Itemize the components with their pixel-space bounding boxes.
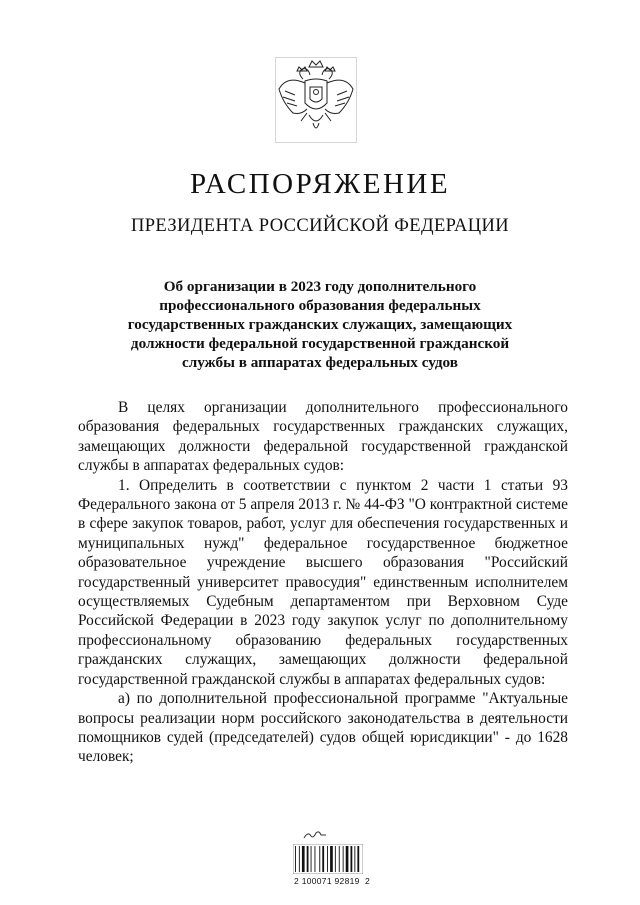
sign-mark-icon — [303, 830, 327, 840]
paragraph-item-1: 1. Определить в соответствии с пунктом 2 части 1 статьи 93 Федерального закона от 5 апреля 2013 г. № 44-ФЗ "О контрактной системе в сфере закупок товаров, работ, услуг для обеспечения государственных и муниципальных нужд" федеральное государственное бюджетное образовательное учреждение высшего образования "Российский государственный университет правосудия" единственным исполнителем осуществляемых Судебным департаментом при Верховном Суде Российской Федерации в 2023 году закупок услуг по дополнительному профессиональному образованию федеральных государственных гражданских служащих, замещающих должности федеральной государственной гражданской службы в аппаратах федеральных судов: — [78, 476, 568, 688]
title-line: должности федеральной государственной гражданской — [130, 335, 510, 352]
document-body — [78, 398, 568, 767]
barcode-number: 2 100071 92819 2 — [294, 876, 371, 886]
paragraph-subitem-a: а) по дополнительной профессиональной программе "Актуальные вопросы реализации норм российского законодательства в деятельности помощников судей (председателей) судов общей юрисдикции" - до 1628 человек; — [78, 690, 568, 766]
title-line: государственных гражданских служащих, замещающих — [127, 316, 513, 333]
paragraph-preamble: В целях организации дополнительного профессионального образования федеральных государственных гражданских служащих, замещающих должности федеральной государственной гражданской службы в аппаратах федеральных судов: — [78, 399, 568, 475]
title-line: службы в аппаратах федеральных судов — [182, 354, 458, 371]
issuer-heading: ПРЕЗИДЕНТА РОССИЙСКОЙ ФЕДЕРАЦИИ — [130, 216, 510, 236]
barcode-icon — [293, 844, 363, 874]
title-line: Об организации в 2023 году дополнительного — [163, 278, 477, 295]
document-type-heading: РАСПОРЯЖЕНИЕ — [189, 168, 451, 200]
title-line: профессионального образования федеральных — [159, 297, 481, 314]
document-title — [90, 277, 550, 372]
coat-of-arms-icon — [275, 57, 357, 143]
